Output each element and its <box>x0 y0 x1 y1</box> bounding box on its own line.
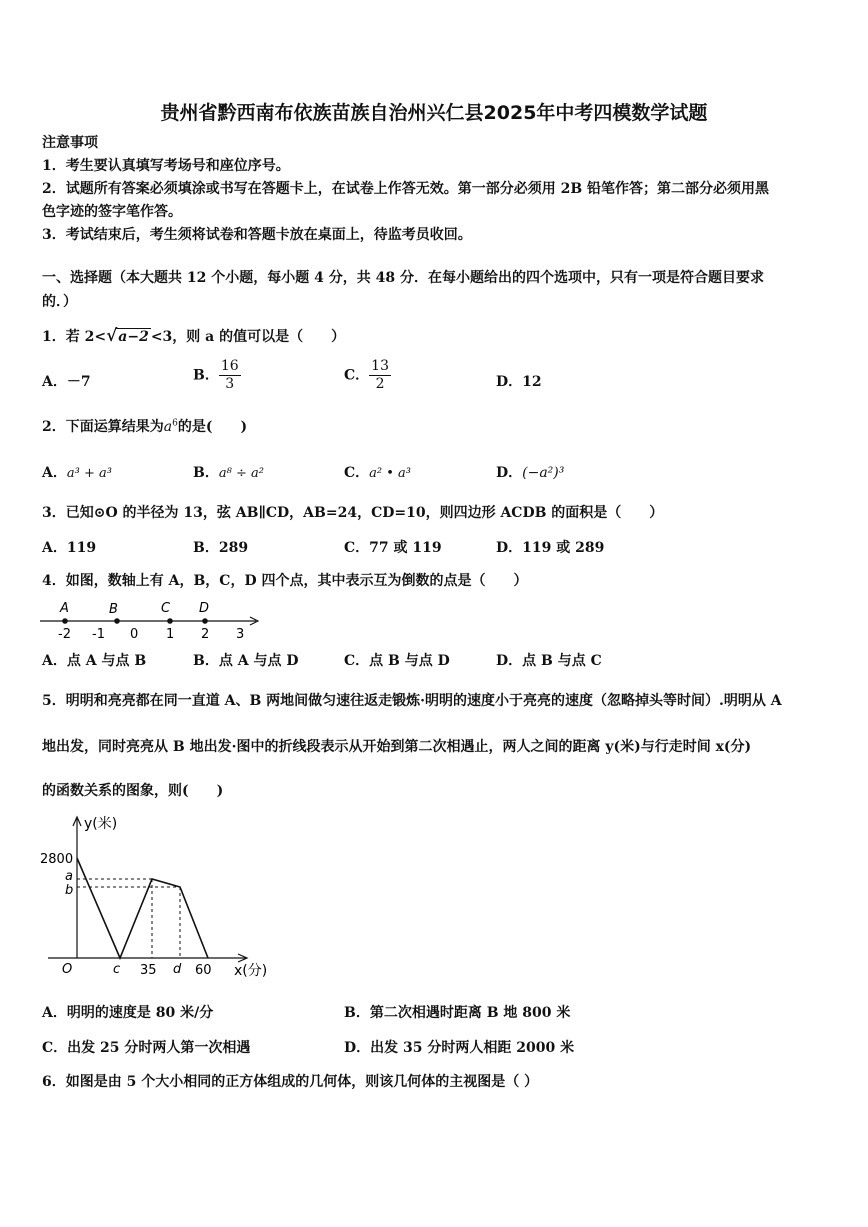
option-c: C．出发 25 分时两人第一次相遇 <box>42 1040 251 1056</box>
option-b: B．点 A 与点 D <box>193 653 299 669</box>
fraction: $\frac{16}{3}$ <box>220 358 239 392</box>
tick-label: 3 <box>236 627 245 642</box>
tick-label: -1 <box>92 627 105 642</box>
option-a: A．点 A 与点 B <box>42 653 147 669</box>
y-tick: 2800 <box>40 852 74 867</box>
point-label: A <box>60 601 69 616</box>
point-label: D <box>199 601 210 616</box>
q1-radicand: a−2 <box>118 329 149 345</box>
tick-label: 1 <box>166 627 175 642</box>
y-tick: a <box>65 869 73 884</box>
distance-time-graph <box>36 810 286 982</box>
option-d: D．12 <box>496 374 542 390</box>
tick-label: 0 <box>130 627 139 642</box>
option-a: A．119 <box>42 540 97 556</box>
point-label: C <box>161 601 171 616</box>
sqrt-icon: √ <box>106 326 118 346</box>
point-c <box>167 618 173 624</box>
option-b: B．289 <box>193 540 249 556</box>
option-b: B． $\frac{16}{3}$ <box>193 358 239 392</box>
option-d: D．119 或 289 <box>496 540 605 556</box>
question-1 <box>42 326 345 346</box>
number-line <box>38 596 268 642</box>
question-2: 2．下面运算结果为$a^6$的是( ) <box>42 418 248 435</box>
option-d: D．点 B 与点 C <box>496 653 602 669</box>
question-5-cont: 地出发，同时亮亮从 B 地出发·图中的折线段表示从开始到第二次相遇止，两人之间的距离 y(米)与行走时间 x(分) <box>42 739 752 755</box>
x-tick: d <box>173 962 182 977</box>
x-tick: 35 <box>140 963 157 978</box>
notice-item: 1．考生要认真填写考场号和座位序号。 <box>42 158 290 174</box>
option-c: C．a² • a³ <box>344 465 412 481</box>
q1-pre: 1．若 2< <box>42 329 107 345</box>
point-b <box>114 618 120 624</box>
point-d <box>202 618 208 624</box>
option-d: D．(−a²)³ <box>496 465 565 481</box>
option-c: C．点 B 与点 D <box>344 653 450 669</box>
notice-item: 2．试题所有答案必须填涂或书写在答题卡上，在试卷上作答无效。第一部分必须用 2B 铅笔作答；第二部分必须用黑 <box>42 181 770 197</box>
y-axis-label: y(米) <box>84 816 118 832</box>
point-a <box>62 618 68 624</box>
question-4: 4．如图，数轴上有 A，B，C，D 四个点，其中表示互为倒数的点是（ ） <box>42 573 528 589</box>
option-d: D．出发 35 分时两人相距 2000 米 <box>344 1040 575 1056</box>
option-c: C． $\frac{13}{2}$ <box>344 358 389 392</box>
graph-line <box>77 858 208 958</box>
tick-label: 2 <box>201 627 210 642</box>
point-label: B <box>109 602 118 617</box>
section-heading: 一、选择题（本大题共 12 个小题，每小题 4 分，共 48 分．在每小题给出的四个选项中，只有一项是符合题目要求 <box>42 270 764 286</box>
q1-post: <3，则 a 的值可以是（ ） <box>150 329 346 345</box>
notice-heading: 注意事项 <box>42 135 98 151</box>
option-c: C．77 或 119 <box>344 540 442 556</box>
x-tick: 60 <box>195 963 212 978</box>
page-title: 贵州省黔西南布依族苗族自治州兴仁县2025年中考四模数学试题 <box>160 102 708 124</box>
notice-item: 色字迹的签字笔作答。 <box>42 204 182 220</box>
section-heading-cont: 的．） <box>42 294 77 310</box>
option-a: A．－7 <box>42 374 91 390</box>
option-b: B．第二次相遇时距离 B 地 800 米 <box>344 1005 571 1021</box>
x-axis-label: x(分) <box>234 963 268 979</box>
x-tick: c <box>113 962 121 977</box>
question-5: 5．明明和亮亮都在同一直道 A、B 两地间做匀速往返走锻炼·明明的速度小于亮亮的速度（忽略掉头等时间）.明明从 A <box>42 693 782 709</box>
notice-item: 3．考试结束后，考生须将试卷和答题卡放在桌面上，待监考员收回。 <box>42 227 472 243</box>
question-6: 6．如图是由 5 个大小相同的正方体组成的几何体，则该几何体的主视图是（ ） <box>42 1074 539 1090</box>
x-tick: O <box>62 962 73 977</box>
option-a: A．明明的速度是 80 米/分 <box>42 1005 214 1021</box>
question-5-cont: 的函数关系的图象，则( ) <box>42 783 224 799</box>
question-3: 3．已知⊙O 的半径为 13，弦 AB∥CD，AB=24，CD=10，则四边形 ACDB 的面积是（ ） <box>42 505 664 521</box>
option-a: A．a³ + a³ <box>42 465 112 481</box>
option-b: B．a⁸ ÷ a² <box>193 465 264 481</box>
fraction: $\frac{13}{2}$ <box>371 358 389 392</box>
y-tick: b <box>65 883 74 898</box>
tick-label: -2 <box>58 627 71 642</box>
